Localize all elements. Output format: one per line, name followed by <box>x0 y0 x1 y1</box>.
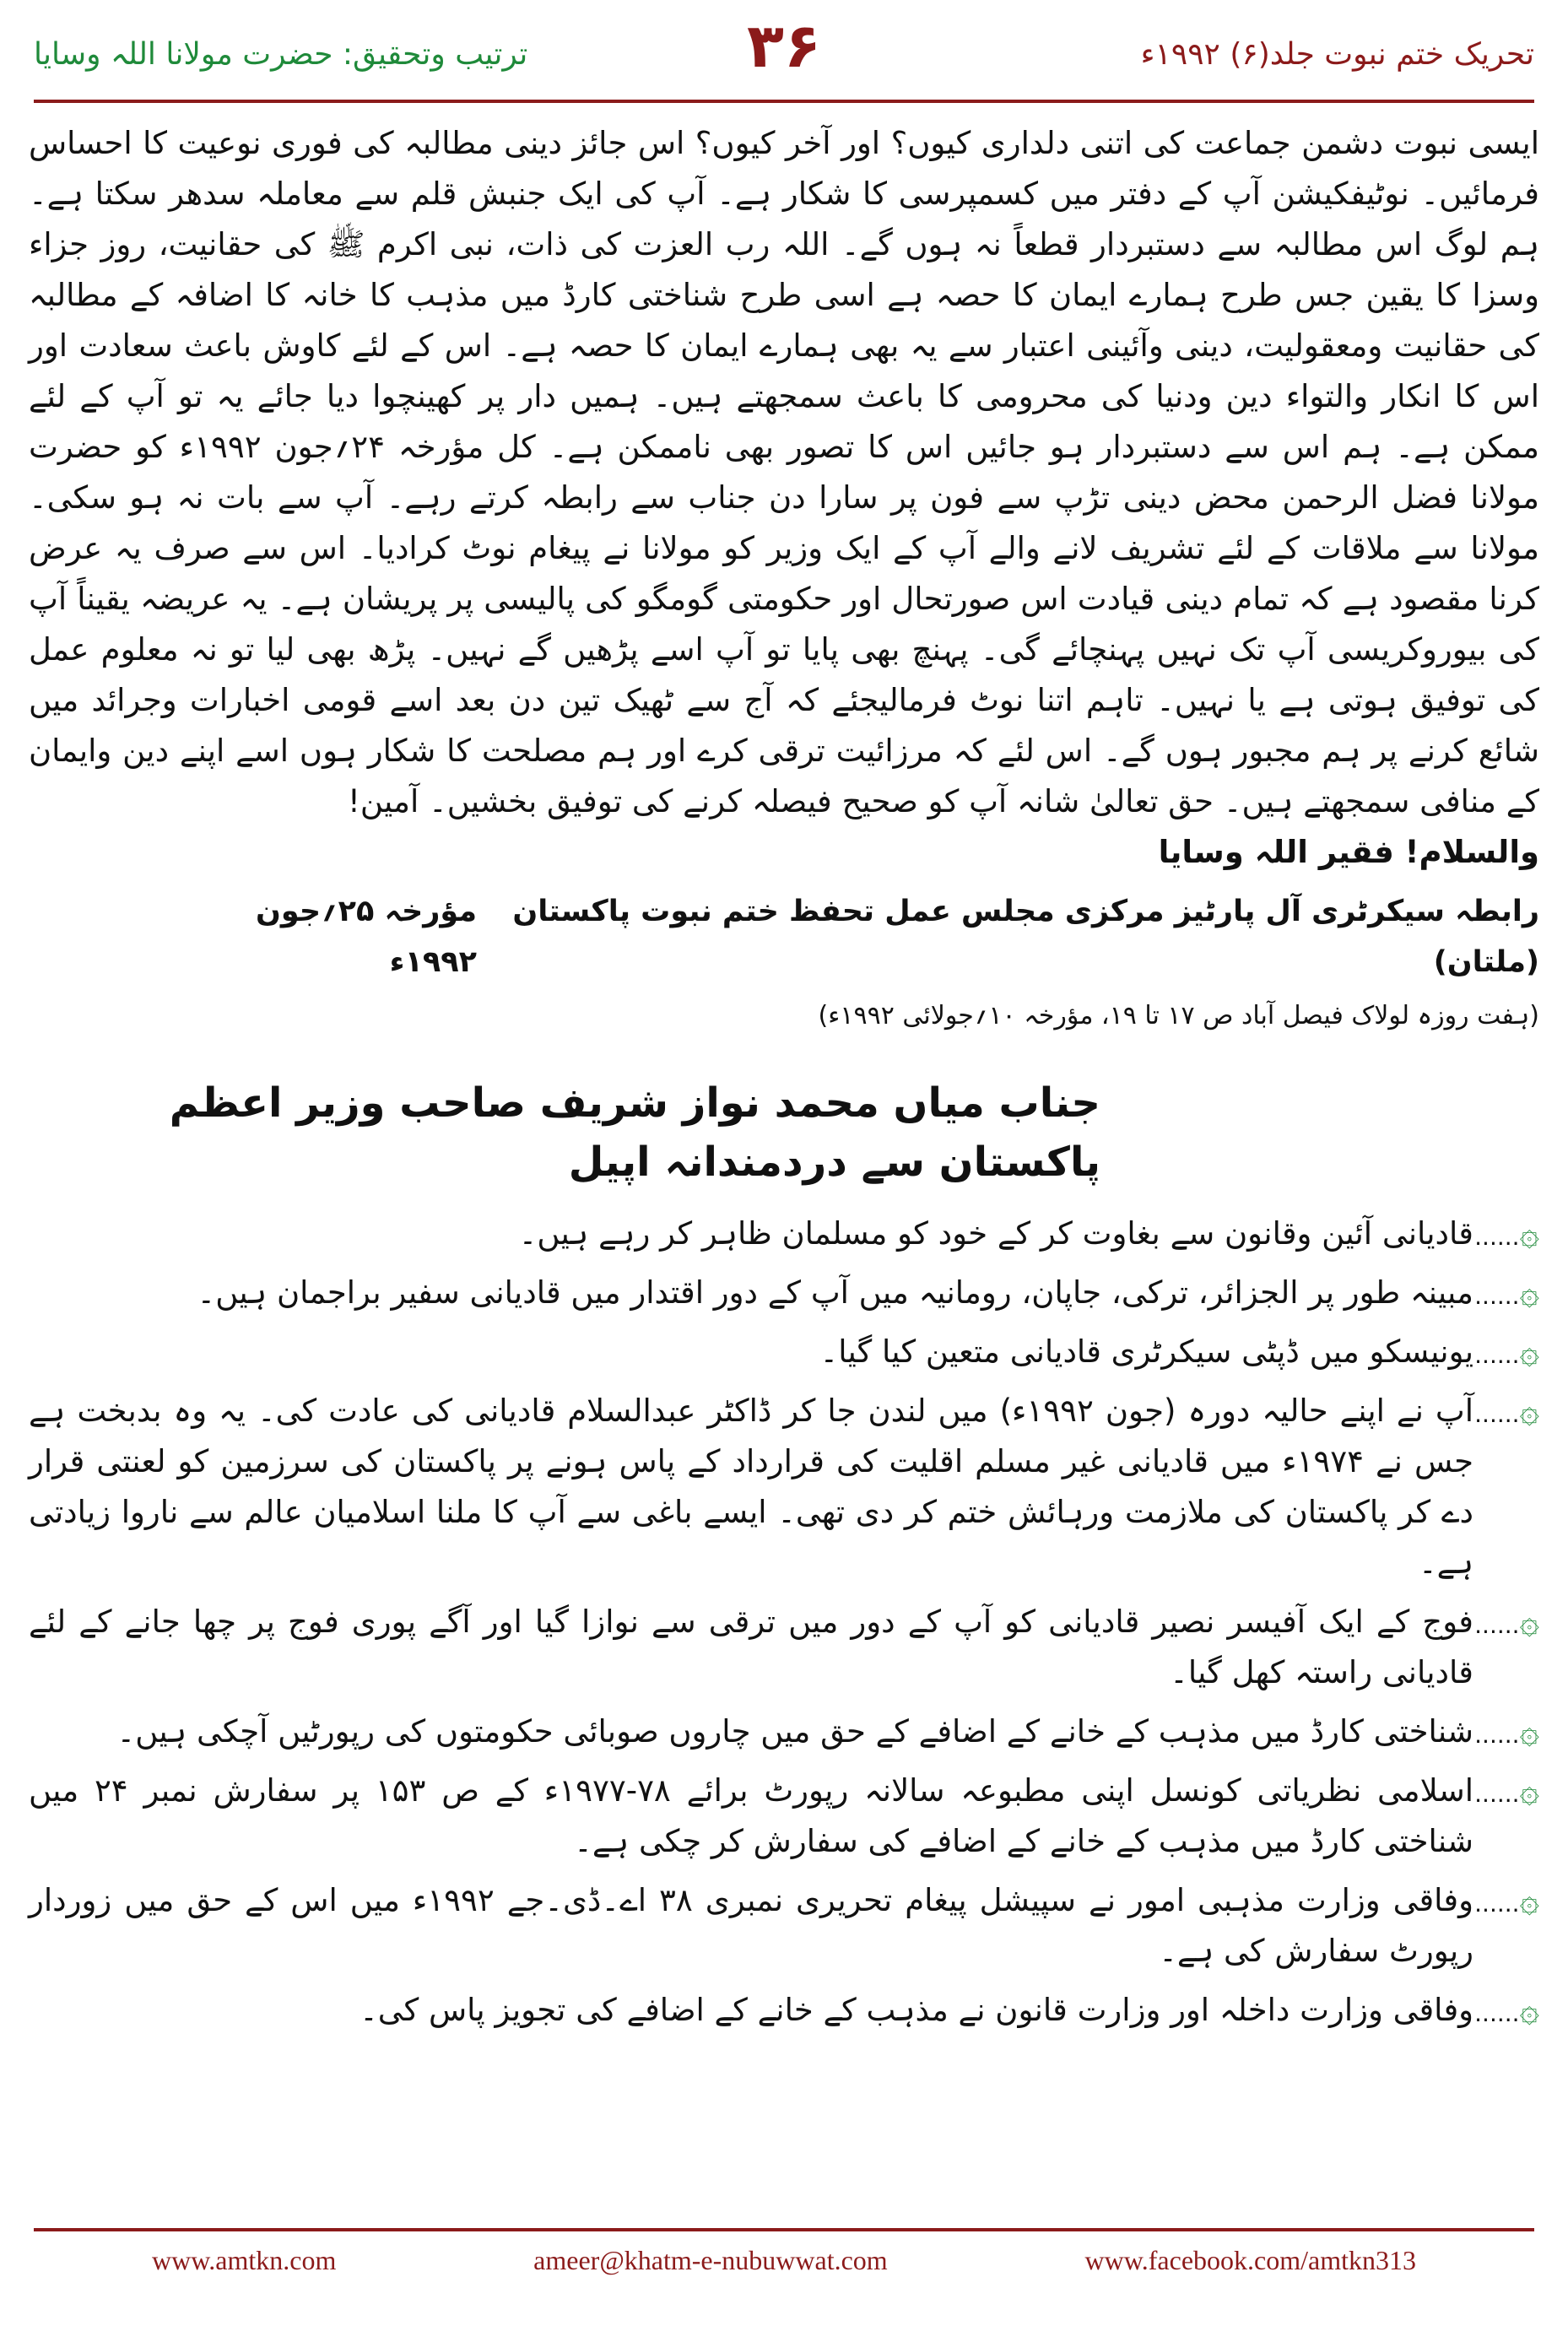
point-text: وفاقی وزارت مذہبی امور نے سپیشل پیغام تحریری نمبری ۳۸ اے۔ڈی۔جے ۱۹۹۲ء میں اس کے حق میں زوردار رپورٹ سفارش کی ہے۔ <box>29 1882 1473 1969</box>
list-item <box>29 1327 1539 1377</box>
letter-closing: والسلام! فقیر اللہ وسایا <box>1158 834 1539 870</box>
star-bullet-icon: ......۞ <box>1474 1333 1539 1371</box>
page-content <box>29 118 1539 2224</box>
signatory-title: رابطہ سیکرٹری آل پارٹیز مرکزی مجلس عمل تحفظ ختم نبوت پاکستان (ملتان) <box>512 895 1539 979</box>
star-bullet-icon: ......۞ <box>1474 1771 1539 1810</box>
appeal-points-list <box>29 1209 1539 2036</box>
star-bullet-icon: ......۞ <box>1474 1881 1539 1920</box>
list-item <box>29 1268 1539 1318</box>
source-citation: (ہفت روزہ لولاک فیصل آباد ص ۱۷ تا ۱۹، مؤرخہ ۱۰؍جولائی ۱۹۹۲ء) <box>818 1001 1539 1030</box>
star-bullet-icon: ......۞ <box>1474 1603 1539 1642</box>
compiler-credit: ترتیب وتحقیق: حضرت مولانا اللہ وسایا <box>34 37 528 72</box>
letter-closing-row <box>29 827 1539 878</box>
point-text: شناختی کارڈ میں مذہب کے خانے کے اضافے کے حق میں چاروں صوبائی حکومتوں کی رپورٹیں آچکی ہیں۔ <box>116 1713 1473 1750</box>
list-item <box>29 1706 1539 1757</box>
list-item <box>29 1386 1539 1588</box>
point-text: اسلامی نظریاتی کونسل اپنی مطبوعہ سالانہ رپورٹ برائے ۷۸-۱۹۷۷ء کے ص ۱۵۳ پر سفارش نمبر ۲۴ میں شناختی کارڈ میں مذہب کے خانے کے اضافے کی سفارش کر چکی ہے۔ <box>29 1772 1473 1859</box>
list-item <box>29 1597 1539 1698</box>
appeal-heading: جناب میاں محمد نواز شریف صاحب وزیر اعظم پاکستان سے دردمندانہ اپیل <box>169 1079 1100 1186</box>
point-text: قادیانی آئین وقانون سے بغاوت کر کے خود کو مسلمان ظاہر کر رہے ہیں۔ <box>518 1215 1473 1252</box>
point-text: وفاقی وزارت داخلہ اور وزارت قانون نے مذہب کے خانے کے اضافے کی تجویز پاس کی۔ <box>360 1992 1473 2028</box>
facebook-link[interactable]: www.facebook.com/amtkn313 <box>1084 2245 1416 2275</box>
website-link[interactable]: www.amtkn.com <box>152 2245 337 2275</box>
list-item <box>29 1985 1539 2036</box>
header-divider <box>34 100 1534 103</box>
point-text: فوج کے ایک آفیسر نصیر قادیانی کو آپ کے دور میں ترقی سے نوازا گیا اور آگے پوری فوج پر چھا جانے کے لئے قادیانی راستہ کھل گیا۔ <box>29 1604 1473 1690</box>
point-text: یونیسکو میں ڈپٹی سیکرٹری قادیانی متعین کیا گیا۔ <box>819 1333 1473 1370</box>
page-footer <box>34 2245 1534 2276</box>
page-number: ۳۶ <box>747 10 821 81</box>
point-text: مبینہ طور پر الجزائر، ترکی، جاپان، رومانیہ میں آپ کے دور اقتدار میں قادیانی سفیر براجمان ہیں۔ <box>197 1274 1473 1311</box>
signature-row <box>29 886 1539 987</box>
star-bullet-icon: ......۞ <box>1474 1274 1539 1312</box>
star-bullet-icon: ......۞ <box>1474 1214 1539 1253</box>
letter-body: ایسی نبوت دشمن جماعت کی اتنی دلداری کیوں؟ اور آخر کیوں؟ اس جائز دینی مطالبہ کی فوری نوعیت کا احساس فرمائیں۔ نوٹیفکیشن آپ کے دفتر میں کسمپرسی کا شکار ہے۔ آپ کی ایک جنبش قلم سے معاملہ سدھر سکتا ہے۔ ہم لوگ اس مطالبہ سے دستبردار قطعاً نہ ہوں گے۔ اللہ رب العزت کی ذات، نبی اکرم ﷺ کی حقانیت، روز جزاء وسزا کا یقین جس طرح ہمارے ایمان کا حصہ ہے اسی طرح شناختی کارڈ میں مذہب کا خانہ کا اضافہ کے مطالبہ کی حقانیت ومعقولیت، دینی وآئینی اعتبار سے یہ بھی ہمارے ایمان کا حصہ ہے۔ اس کے لئے کاوش باعث سعادت اور اس کا انکار والتواء دین ودنیا کی محرومی کا باعث سمجھتے ہیں۔ ہمیں دار پر کھینچوا دیا جائے یہ تو آپ کے لئے ممکن ہے۔ ہم اس سے دستبردار ہو جائیں اس کا تصور بھی ناممکن ہے۔ کل مؤرخہ ۲۴؍جون ۱۹۹۲ء کو حضرت مولانا فضل الرحمن محض دینی تڑپ سے فون پر سارا دن جناب سے رابطہ کرتے رہے۔ آپ سے بات نہ ہو سکی۔ مولانا سے ملاقات کے لئے تشریف لانے والے آپ کے ایک وزیر کو مولانا نے پیغام نوٹ کرادیا۔ اس سے صرف یہ عرض کرنا مقصود ہے کہ تمام دینی قیادت اس صورتحال اور حکومتی گومگو کی پالیسی پر پریشان ہے۔ یہ عریضہ یقیناً آپ کی بیوروکریسی آپ تک نہیں پہنچائے گی۔ پہنچ بھی پایا تو آپ اسے پڑھیں گے نہیں۔ پڑھ بھی لیا تو نہ معلوم عمل کی توفیق ہوتی ہے یا نہیں۔ تاہم اتنا نوٹ فرمالیجئے کہ آج سے ٹھیک تین دن بعد اسے قومی اخبارات وجرائد میں شائع کرنے پر ہم مجبور ہوں گے۔ اس لئے کہ مرزائیت ترقی کرے اور ہم مصلحت کا شکار ہوں اسے اپنے دین وایمان کے منافی سمجھتے ہیں۔ حق تعالیٰ شانہ آپ کو صحیح فیصلہ کرنے کی توفیق بخشیں۔ آمین! <box>29 125 1540 819</box>
list-item <box>29 1766 1539 1867</box>
footer-divider <box>34 2228 1534 2231</box>
email-link[interactable]: ameer@khatm-e-nubuwwat.com <box>533 2245 888 2275</box>
letter-date: مؤرخہ ۲۵؍جون ۱۹۹۲ء <box>256 895 478 979</box>
point-text: آپ نے اپنے حالیہ دورہ (جون ۱۹۹۲ء) میں لندن جا کر ڈاکٹر عبدالسلام قادیانی کی عادت کی۔ یہ وہ بدبخت ہے جس نے ۱۹۷۴ء میں قادیانی غیر مسلم اقلیت کی قرارداد کے پاس ہونے پر پاکستان کی سرزمین کو لعنتی قرار دے کر پاکستان کی ملازمت ورہائش ختم کر دی تھی۔ ایسے باغی سے آپ کا ملنا اسلامیان عالم سے ناروا زیادتی ہے۔ <box>29 1393 1474 1581</box>
star-bullet-icon: ......۞ <box>1474 1991 1539 2030</box>
book-title: تحریک ختم نبوت جلد(۶) ۱۹۹۲ء <box>1140 37 1534 72</box>
list-item <box>29 1209 1539 1259</box>
star-bullet-icon: ......۞ <box>1474 1712 1539 1751</box>
list-item <box>29 1875 1539 1977</box>
page-header <box>34 8 1534 101</box>
star-bullet-icon: ......۞ <box>1474 1392 1539 1431</box>
